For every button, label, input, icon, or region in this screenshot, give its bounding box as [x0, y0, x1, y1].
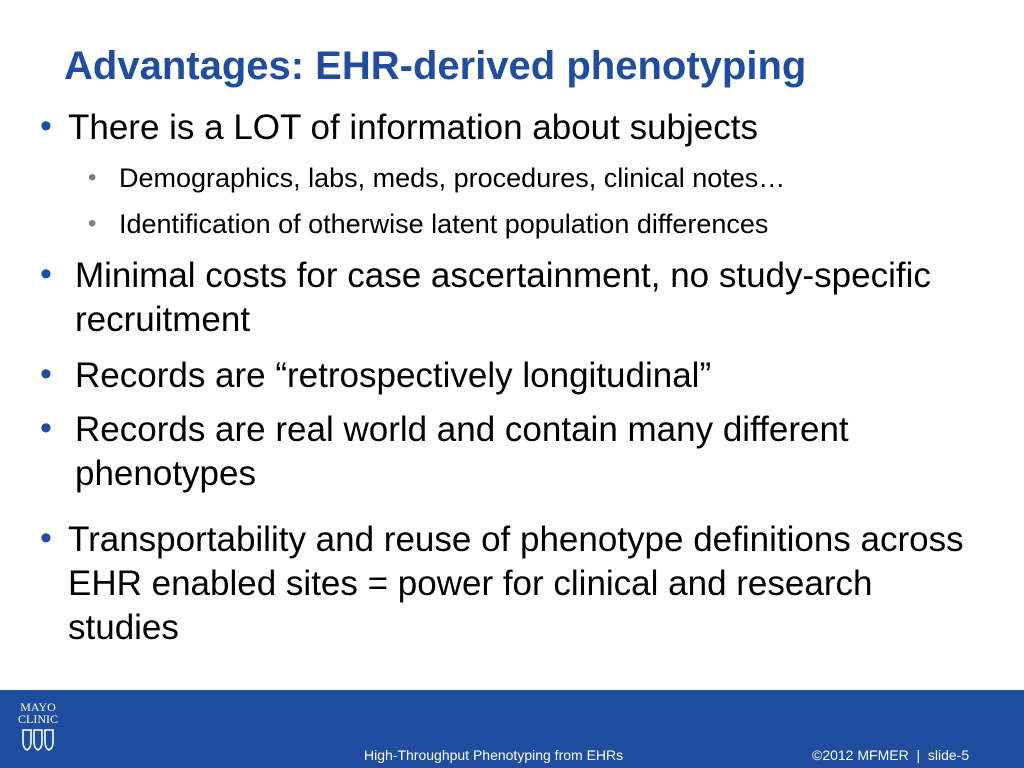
- bullet-dot-icon: •: [40, 255, 52, 293]
- footer-copyright-slide-number: ©2012 MFMER | slide-5: [812, 747, 970, 763]
- bullet-dot-icon: •: [40, 107, 52, 145]
- mayo-clinic-shield-icon: [20, 728, 56, 752]
- slide-title: Advantages: EHR-derived phenotyping: [64, 44, 807, 88]
- bullet-text: There is a LOT of information about subjects: [68, 108, 758, 147]
- logo-line1: MAYO: [20, 700, 56, 714]
- bullet-dot-icon: •: [40, 519, 52, 557]
- bullet-dot-icon: •: [40, 355, 52, 393]
- sub-bullet-text: Demographics, labs, meds, procedures, clinical notes…: [119, 163, 786, 193]
- bullet-text: Minimal costs for case ascertainment, no study-specific recruitment: [75, 256, 931, 339]
- bullet-dot-icon: •: [40, 409, 52, 447]
- logo-line2: CLINIC: [18, 712, 58, 726]
- mayo-clinic-logo: [12, 701, 64, 752]
- sub-bullet-text: Identification of otherwise latent population differences: [119, 209, 769, 239]
- sub-bullet-dot-icon: •: [88, 210, 97, 237]
- bullet-text: Records are “retrospectively longitudinal”: [75, 356, 712, 395]
- footer-title: High-Throughput Phenotyping from EHRs: [364, 747, 624, 763]
- bullet-text: Transportability and reuse of phenotype definitions across EHR enabled sites = power for clinical and research studies: [68, 520, 964, 647]
- bullet-text: Records are real world and contain many different phenotypes: [75, 410, 849, 493]
- sub-bullet-dot-icon: •: [88, 164, 97, 191]
